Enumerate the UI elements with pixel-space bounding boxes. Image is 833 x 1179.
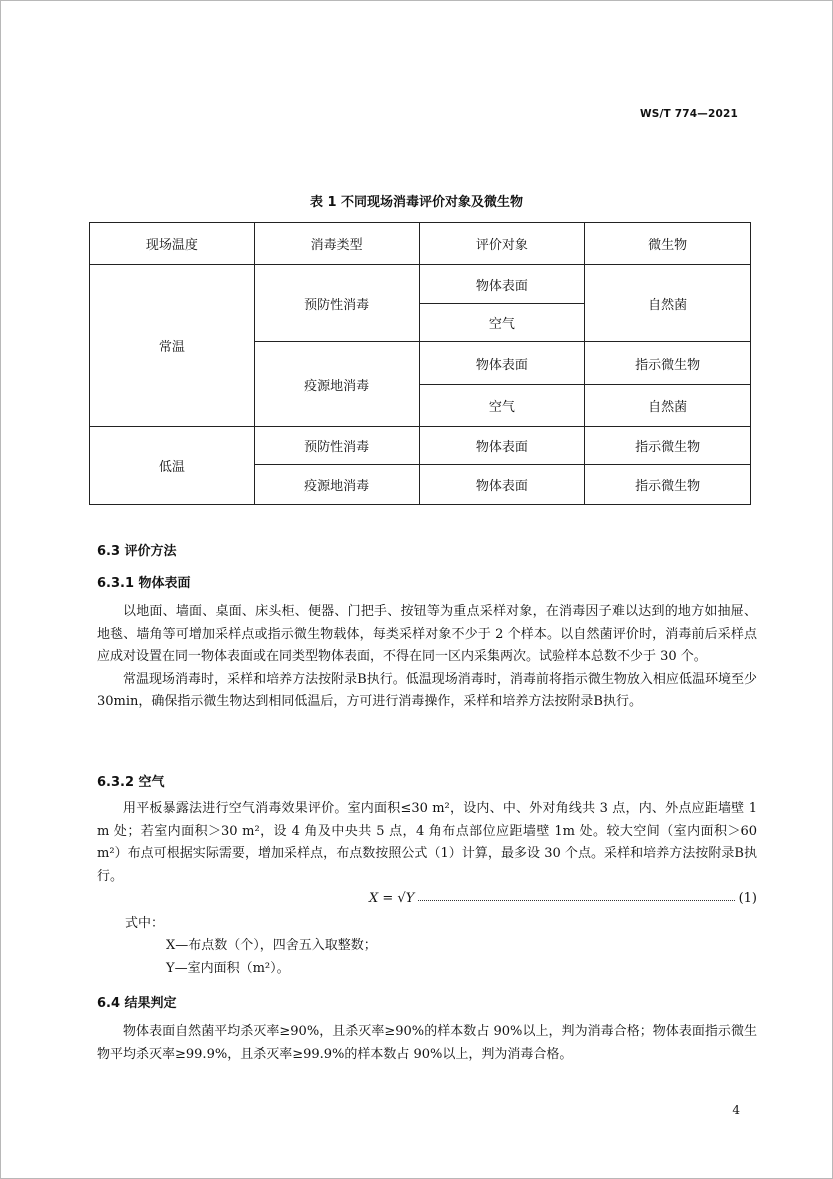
section-6-4-heading: 6.4 结果判定 bbox=[97, 996, 177, 1011]
section-6-3-1-heading: 6.3.1 物体表面 bbox=[97, 576, 191, 591]
cell-object: 物体表面 bbox=[419, 465, 585, 505]
section-6-4-body bbox=[97, 1021, 757, 1066]
cell-object: 物体表面 bbox=[419, 427, 585, 465]
table-row bbox=[90, 427, 751, 465]
formula-number: (1) bbox=[738, 891, 757, 906]
table-header-row bbox=[90, 223, 751, 265]
page-number: 4 bbox=[732, 1103, 740, 1117]
cell-type: 预防性消毒 bbox=[254, 265, 419, 342]
table-row bbox=[90, 265, 751, 304]
cell-object: 空气 bbox=[419, 304, 585, 342]
cell-type: 预防性消毒 bbox=[254, 427, 419, 465]
cell-microbe: 指示微生物 bbox=[585, 342, 751, 385]
header-cell-temperature: 现场温度 bbox=[90, 223, 255, 265]
section-6-3-1-body bbox=[97, 601, 757, 714]
paragraph: 以地面、墙面、桌面、床头柜、便器、门把手、按钮等为重点采样对象，在消毒因子难以达到的地方如抽屉、地毯、墙角等可增加采样点或指示微生物载体，每类采样对象不少于 2 个样本。以自然菌评价时，消毒前后采样点应成对设置在同一物体表面或在同类型物体表面，不得在同一区内采集两次。试验样本总数不少于 30 个。 bbox=[97, 604, 757, 664]
variable-definitions bbox=[166, 935, 377, 980]
paragraph: 物体表面自然菌平均杀灭率≥90%，且杀灭率≥90%的样本数占 90%以上，判为消毒合格；物体表面指示微生物平均杀灭率≥99.9%，且杀灭率≥99.9%的样本数占 90%以上，判为消毒合格。 bbox=[97, 1024, 757, 1062]
cell-object: 物体表面 bbox=[419, 265, 585, 304]
header-cell-type: 消毒类型 bbox=[254, 223, 419, 265]
cell-microbe: 指示微生物 bbox=[585, 427, 751, 465]
section-6-3-heading: 6.3 评价方法 bbox=[97, 544, 177, 559]
formula-1 bbox=[369, 891, 757, 906]
formula-expression: X = √Y bbox=[369, 891, 415, 906]
header-cell-object: 评价对象 bbox=[419, 223, 585, 265]
cell-microbe: 指示微生物 bbox=[585, 465, 751, 505]
cell-object: 物体表面 bbox=[419, 342, 585, 385]
evaluation-table bbox=[89, 222, 751, 505]
cell-microbe: 自然菌 bbox=[585, 385, 751, 427]
cell-type: 疫源地消毒 bbox=[254, 342, 419, 427]
header-cell-microbe: 微生物 bbox=[585, 223, 751, 265]
variable-y-definition: Y—室内面积（m²）。 bbox=[166, 960, 290, 976]
variable-x-definition: X—布点数（个），四舍五入取整数； bbox=[166, 938, 377, 953]
cell-object: 空气 bbox=[419, 385, 585, 427]
section-6-3-2-heading: 6.3.2 空气 bbox=[97, 775, 165, 790]
cell-temp-normal: 常温 bbox=[90, 265, 255, 427]
paragraph: 用平板暴露法进行空气消毒效果评价。室内面积≤30 m²，设内、中、外对角线共 3 点，内、外点应距墙壁 1 m 处；若室内面积＞30 m²，设 4 角及中央共 5 点，4 角布点部位应距墙壁 1m 处。较大空间（室内面积＞60 m²）布点可根据实际需要，增加采样点，布点数按照公式（1）计算，最多设 30 个点。采样和培养方法按附录B执行。 bbox=[97, 801, 757, 884]
where-label: 式中： bbox=[125, 916, 165, 931]
standard-code: WS/T 774—2021 bbox=[639, 108, 738, 120]
table-caption: 表 1 不同现场消毒评价对象及微生物 bbox=[309, 195, 524, 210]
cell-temp-low: 低温 bbox=[90, 427, 255, 505]
section-6-3-2-body bbox=[97, 798, 757, 888]
paragraph: 常温现场消毒时，采样和培养方法按附录B执行。低温现场消毒时，消毒前将指示微生物放入相应低温环境至少30min，确保指示微生物达到相同低温后，方可进行消毒操作，采样和培养方法按附录B执行。 bbox=[97, 671, 757, 709]
formula-leader-dots bbox=[418, 891, 734, 901]
cell-type: 疫源地消毒 bbox=[254, 465, 419, 505]
cell-microbe: 自然菌 bbox=[585, 265, 751, 342]
